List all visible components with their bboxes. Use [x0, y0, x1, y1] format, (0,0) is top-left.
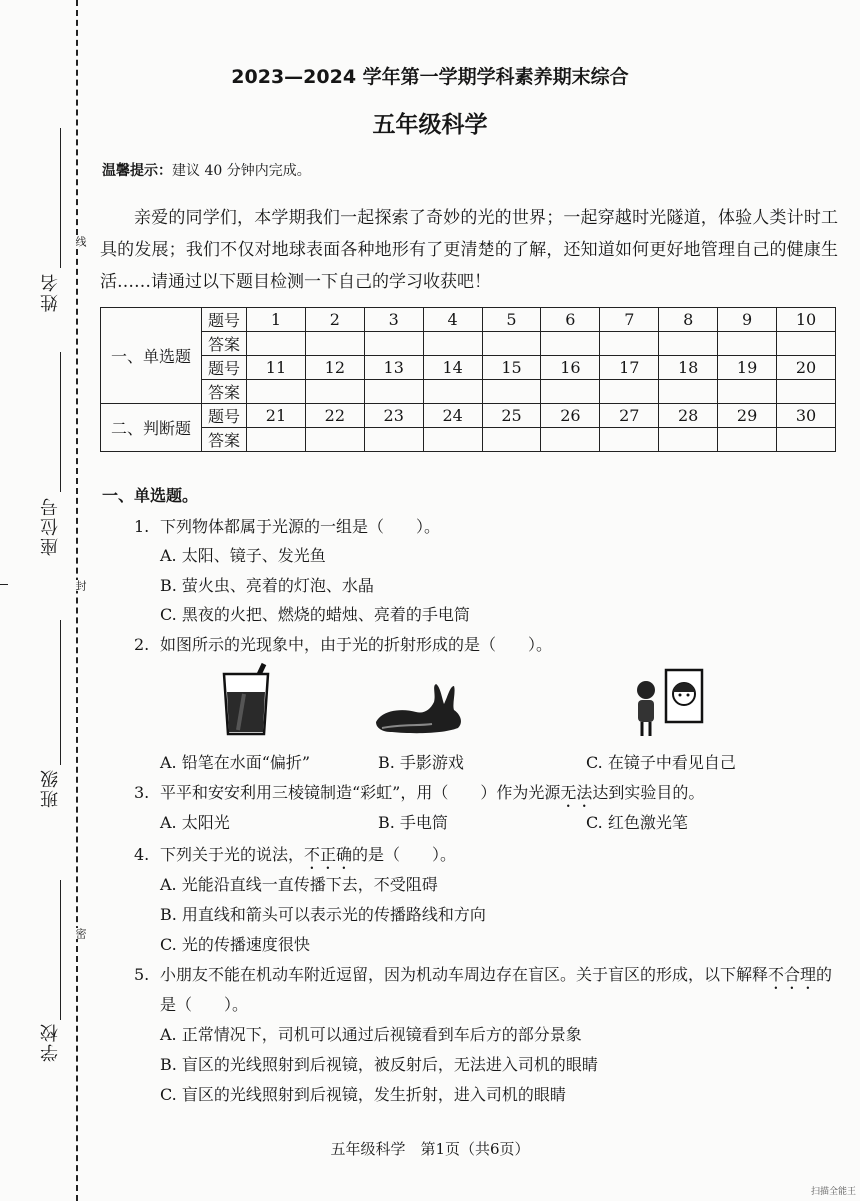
answer-cell[interactable] — [718, 428, 777, 452]
answer-table — [100, 307, 836, 452]
answer-cell[interactable] — [659, 428, 718, 452]
q2-option-b[interactable]: B. 手影游戏 — [378, 753, 464, 772]
q3-option-a[interactable]: A. 太阳光 — [160, 813, 230, 832]
pencil-in-water-image — [216, 660, 276, 736]
mark-line: 线 — [74, 236, 87, 247]
q-num: 22 — [305, 404, 364, 428]
girl-mirror-image — [632, 668, 706, 740]
q-num: 24 — [423, 404, 482, 428]
seat-underline — [60, 352, 61, 492]
question-stem: 平平和安安利用三棱镜制造“彩虹”，用（ ）作为光源 — [160, 783, 561, 802]
q1-option-c[interactable]: C. 黑夜的火把、燃烧的蜡烛、亮着的手电筒 — [160, 605, 470, 624]
q1-option-a[interactable]: A. 太阳、镜子、发光鱼 — [160, 546, 326, 565]
q-num: 8 — [659, 308, 718, 332]
section2-label: 二、判断题 — [101, 404, 202, 452]
question-stem: 下列物体都属于光源的一组是（ ）。 — [160, 517, 441, 536]
q-num: 1 — [247, 308, 306, 332]
q-num: 20 — [777, 356, 836, 380]
intro-paragraph: 亲爱的同学们，本学期我们一起探索了奇妙的光的世界；一起穿越时光隧道，体验人类计时工具的发展；我们不仅对地球表面各种地形有了更清楚的了解，还知道如何更好地管理自己的健康生活……请通过以下题目检测一下自己的学习收获吧！ — [100, 208, 838, 292]
a-label: 答案 — [202, 380, 247, 404]
question-stem: 小朋友不能在机动车附近逗留，因为机动车周边存在盲区。关于盲区的形成，以下解释 — [160, 965, 769, 984]
answer-cell[interactable] — [718, 380, 777, 404]
q-num: 6 — [541, 308, 600, 332]
answer-cell[interactable] — [659, 380, 718, 404]
q-num: 13 — [364, 356, 423, 380]
answer-cell[interactable] — [541, 380, 600, 404]
q-num: 10 — [777, 308, 836, 332]
q1-option-b[interactable]: B. 萤火虫、亮着的灯泡、水晶 — [160, 576, 374, 595]
section1-label: 一、单选题 — [101, 308, 202, 404]
scanner-watermark: 扫描全能王 — [810, 1187, 856, 1197]
hint-label: 温馨提示： — [102, 163, 172, 179]
q-num: 4 — [423, 308, 482, 332]
answer-cell[interactable] — [600, 428, 659, 452]
q-num: 7 — [600, 308, 659, 332]
q3-option-b[interactable]: B. 手电筒 — [378, 813, 448, 832]
q-num: 2 — [305, 308, 364, 332]
school-label: 学校 — [40, 1022, 61, 1062]
answer-cell[interactable] — [364, 380, 423, 404]
hand-shadow-image — [372, 682, 468, 736]
q-num: 21 — [247, 404, 306, 428]
q5-option-a[interactable]: A. 正常情况下，司机可以通过后视镜看到车后方的部分景象 — [160, 1025, 582, 1044]
question-1 — [134, 514, 440, 537]
exam-subtitle: 五年级科学 — [372, 112, 488, 138]
q-num: 30 — [777, 404, 836, 428]
answer-cell[interactable] — [600, 332, 659, 356]
answer-cell[interactable] — [718, 332, 777, 356]
question-stem-end: 达到实验目的。 — [592, 783, 705, 802]
exam-title: 2023—2024 学年第一学期学科素养期末综合 — [231, 66, 629, 88]
emphasis-text: 无法 — [560, 783, 593, 802]
question-5-line2: 是（ ）。 — [160, 995, 249, 1014]
seat-label: 座位号 — [40, 496, 61, 556]
q-num: 14 — [423, 356, 482, 380]
school-underline — [60, 880, 61, 1020]
answer-cell[interactable] — [247, 332, 306, 356]
q2-option-c[interactable]: C. 在镜子中看见自己 — [586, 753, 736, 772]
answer-cell[interactable] — [777, 428, 836, 452]
question-number: 4. — [134, 845, 150, 864]
emphasis-text: 不合理 — [768, 965, 817, 984]
answer-cell[interactable] — [364, 428, 423, 452]
q-num: 5 — [482, 308, 541, 332]
answer-cell[interactable] — [777, 380, 836, 404]
emphasis-text: 不正确 — [304, 845, 353, 864]
question-number: 2. — [134, 635, 150, 654]
q-num: 3 — [364, 308, 423, 332]
question-number: 5. — [134, 965, 150, 984]
answer-cell[interactable] — [305, 380, 364, 404]
answer-cell[interactable] — [247, 428, 306, 452]
answer-cell[interactable] — [777, 332, 836, 356]
answer-cell[interactable] — [423, 428, 482, 452]
q-num: 23 — [364, 404, 423, 428]
hint-text: 建议 40 分钟内完成。 — [172, 163, 311, 179]
page-footer: 五年级科学 第1页（共6页） — [330, 1140, 530, 1158]
answer-cell[interactable] — [482, 428, 541, 452]
q-num: 9 — [718, 308, 777, 332]
q-label: 题号 — [202, 308, 247, 332]
question-number: 1. — [134, 517, 150, 536]
q3-option-c[interactable]: C. 红色激光笔 — [586, 813, 688, 832]
q-num: 11 — [247, 356, 306, 380]
q-num: 29 — [718, 404, 777, 428]
q-num: 12 — [305, 356, 364, 380]
question-stem-end: 的 — [816, 965, 833, 984]
q-num: 25 — [482, 404, 541, 428]
q-label: 题号 — [202, 356, 247, 380]
answer-cell[interactable] — [305, 332, 364, 356]
q-num: 18 — [659, 356, 718, 380]
q4-option-c[interactable]: C. 光的传播速度很快 — [160, 935, 310, 954]
answer-cell[interactable] — [600, 380, 659, 404]
question-stem-end: 的是（ ）。 — [352, 845, 457, 864]
binding-dashed-line — [76, 0, 78, 1201]
question-2 — [134, 632, 552, 655]
a-label: 答案 — [202, 428, 247, 452]
q-num: 26 — [541, 404, 600, 428]
margin-tick — [0, 584, 8, 585]
answer-cell[interactable] — [423, 332, 482, 356]
mark-seal: 封 — [74, 580, 87, 591]
q5-option-c[interactable]: C. 盲区的光线照射到后视镜，发生折射，进入司机的眼睛 — [160, 1085, 566, 1104]
name-label: 姓名 — [40, 272, 61, 312]
hint — [102, 160, 311, 180]
q-num: 17 — [600, 356, 659, 380]
question-stem: 如图所示的光现象中，由于光的折射形成的是（ ）。 — [160, 635, 553, 654]
answer-cell[interactable] — [305, 428, 364, 452]
answer-cell[interactable] — [541, 332, 600, 356]
answer-cell[interactable] — [247, 380, 306, 404]
answer-cell[interactable] — [364, 332, 423, 356]
q-num: 19 — [718, 356, 777, 380]
q-num: 16 — [541, 356, 600, 380]
q2-option-a[interactable]: A. 铅笔在水面“偏折” — [160, 753, 311, 772]
answer-cell[interactable] — [423, 380, 482, 404]
q5-option-b[interactable]: B. 盲区的光线照射到后视镜，被反射后，无法进入司机的眼睛 — [160, 1055, 598, 1074]
q4-option-a[interactable]: A. 光能沿直线一直传播下去，不受阻碍 — [160, 875, 438, 894]
mark-secret: 密 — [74, 928, 87, 939]
answer-cell[interactable] — [482, 380, 541, 404]
answer-cell[interactable] — [541, 428, 600, 452]
question-5 — [134, 962, 832, 993]
question-4 — [134, 842, 456, 873]
name-underline — [60, 128, 61, 268]
class-underline — [60, 620, 61, 765]
answer-cell[interactable] — [482, 332, 541, 356]
section-heading: 一、单选题。 — [102, 486, 199, 505]
q-num: 28 — [659, 404, 718, 428]
question-stem: 下列关于光的说法， — [160, 845, 305, 864]
q-num: 27 — [600, 404, 659, 428]
a-label: 答案 — [202, 332, 247, 356]
question-3 — [134, 780, 704, 811]
answer-cell[interactable] — [659, 332, 718, 356]
q-label: 题号 — [202, 404, 247, 428]
question-number: 3. — [134, 783, 150, 802]
class-label: 班级 — [40, 768, 61, 808]
q-num: 15 — [482, 356, 541, 380]
q4-option-b[interactable]: B. 用直线和箭头可以表示光的传播路线和方向 — [160, 905, 486, 924]
